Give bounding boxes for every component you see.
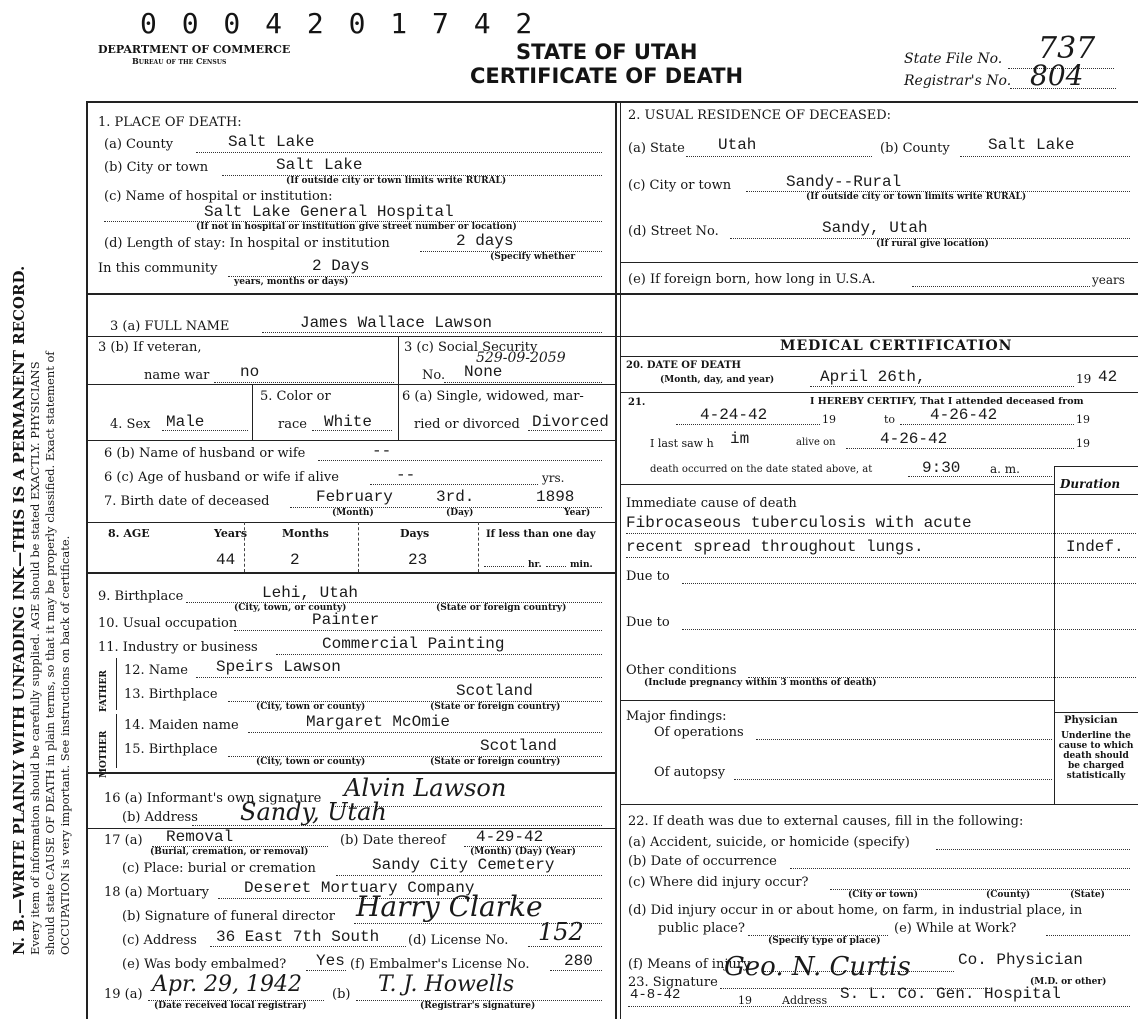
from-year-prefix: 19 [822,413,836,426]
md-note: (M.D. or other) [1030,977,1107,987]
place-title: 1. PLACE OF DEATH: [98,115,242,130]
residence-county-value: Salt Lake [988,136,1075,154]
marital-label: 6 (a) Single, widowed, mar- [402,389,584,404]
residence-city-label: (c) City or town [628,178,732,193]
margin-instruction-1: N. B.—WRITE PLAINLY WITH UNFADING INK—THIS IS A PERMANENT RECORD. [10,265,28,955]
mother-side-label: MOTHER [99,730,109,778]
min-label: min. [570,560,593,570]
burial-place-value: Sandy City Cemetery [372,856,555,874]
physician-role: Co. Physician [958,951,1083,969]
serial-number: 0 0 0 4 2 0 1 7 4 2 [140,7,537,40]
informant-sig-label: 16 (a) Informant's own signature [104,791,322,806]
spouse-age-value: -- [396,466,416,484]
mortuary-address-value: 36 East 7th South [216,928,380,946]
residence-foreign-label: (e) If foreign born, how long in U.S.A. [628,272,876,287]
certificate-title: CERTIFICATE OF DEATH [470,64,744,88]
place-county-value: Salt Lake [228,133,315,151]
place-stay-value: 2 days [456,232,514,250]
bureau: Bureau of the Census [132,56,227,66]
name-label: 3 (a) FULL NAME [110,319,230,334]
residence-street-label: (d) Street No. [628,224,719,239]
work-label: (e) While at Work? [894,921,1017,936]
disposition-label: 17 (a) [104,833,143,848]
burial-place-label: (c) Place: burial or cremation [122,861,316,876]
mother-city-note: (City, town or county) [256,757,366,767]
name-value: James Wallace Lawson [300,314,493,332]
place-city-label: (b) City or town [104,160,209,175]
autopsy-label: Of autopsy [654,765,726,780]
death-year-prefix: 19 [1076,372,1092,386]
father-side-label: FATHER [99,670,109,712]
marital-value: Divorced [532,413,609,431]
disposition-note: (Burial, cremation, or removal) [150,847,309,857]
public-label: public place? [658,921,745,936]
alive-label: alive on [796,437,836,448]
signature-label: 23. Signature [628,975,718,990]
birth-year: 1898 [536,488,575,506]
place-county-label: (a) County [104,137,174,152]
residence-foreign-suffix: years [1092,273,1125,287]
place-hospital-note: (If not in hospital or institution give street number or location) [196,222,517,232]
last-saw-label: I last saw h [650,437,714,450]
birth-label: 7. Birth date of deceased [104,494,270,509]
alive-year-prefix: 19 [1076,437,1090,450]
disp-date-label: (b) Date thereof [340,833,446,848]
birthplace-note-1: (City, town, or county) [234,603,347,613]
state-file-label: State File No. [904,51,1003,67]
received-value: Apr. 29, 1942 [152,972,303,997]
death-date-note: (Month, day, and year) [660,375,775,385]
marital-label-2: ried or divorced [414,417,520,432]
place-hospital-value: Salt Lake General Hospital [204,203,454,221]
father-name-label: 12. Name [124,663,188,678]
father-name-value: Speirs Lawson [216,658,341,676]
medical-title: MEDICAL CERTIFICATION [780,338,1013,354]
immediate-label: Immediate cause of death [626,496,797,511]
mother-birthplace-label: 15. Birthplace [124,742,218,757]
mortuary-value: Deseret Mortuary Company [244,879,475,897]
license-value: 152 [538,918,584,946]
residence-state-label: (a) State [628,141,685,156]
registrar-sig-value: T. J. Howells [378,972,515,997]
major-findings-label: Major findings: [626,709,727,724]
mortuary-address-label: (c) Address [122,933,197,948]
sex-label: 4. Sex [110,417,151,432]
accident-label: (a) Accident, suicide, or homicide (specify) [628,835,910,850]
attended-to: 4-26-42 [930,406,998,424]
months-value: 2 [290,551,300,569]
place-community-value: 2 Days [312,257,370,275]
means-label: (f) Means of injury [628,957,751,972]
occurred-label: death occurred on the date stated above, at [650,464,873,475]
place-stay-label: (d) Length of stay: In hospital or institution [104,236,390,251]
where-note-1: (City or town) [848,890,918,900]
spouse-age-suffix: yrs. [542,471,565,485]
father-birthplace-label: 13. Birthplace [124,687,218,702]
certify-num: 21. [628,397,646,408]
time-unit: a. m. [990,462,1020,476]
place-hospital-label: (c) Name of hospital or institution: [104,189,333,204]
public-note: (Specify type of place) [768,936,881,946]
other-note: (Include pregnancy within 3 months of death) [644,678,877,688]
mother-name-label: 14. Maiden name [124,718,239,733]
sex-value: Male [166,413,205,431]
spouse-label: 6 (b) Name of husband or wife [104,446,306,461]
where-note-2: (County) [986,890,1031,900]
industry-value: Commercial Painting [322,635,505,653]
embalmed-value: Yes [316,952,345,970]
alive-value: 4-26-42 [880,430,948,448]
ss-label: 3 (c) Social Security [404,340,538,355]
mother-state-note: (State or foreign country) [430,757,561,767]
mother-birthplace-value: Scotland [480,737,557,755]
mortuary-label: 18 (a) Mortuary [104,885,209,900]
birth-day: 3rd. [436,488,475,506]
margin-instruction-2: Every item of information should be carefully supplied. AGE should be stated EXACTLY. PHYSICIANS [28,361,42,955]
race-label: race [278,417,307,432]
residence-street-note: (If rural give location) [876,239,989,249]
death-year-value: 42 [1098,368,1118,386]
birth-day-note: (Day) [446,508,474,518]
received-note: (Date received local registrar) [154,1001,307,1011]
department: DEPARTMENT OF COMMERCE [98,43,291,56]
birthplace-label: 9. Birthplace [98,589,184,604]
received-label: 19 (a) [104,987,143,1002]
cause-line-2: recent spread throughout lungs. [626,538,924,556]
place-community-note: years, months or days) [234,277,349,287]
birth-year-note: Year) [564,508,591,518]
hr-label: hr. [528,560,542,570]
disp-date-note: (Month) (Day) (Year) [470,847,576,857]
director-value: Harry Clarke [356,890,543,923]
director-label: (b) Signature of funeral director [122,909,335,924]
industry-label: 11. Industry or business [98,640,258,655]
duration-value: Indef. [1066,538,1124,556]
ss-value: None [464,363,503,381]
months-label: Months [282,527,329,540]
informant-address-label: (b) Address [122,810,198,825]
cause-line-1: Fibrocaseous tuberculosis with acute [626,514,972,532]
margin-instruction-4: OCCUPATION is very important. See instructions on back of certificate. [58,535,72,955]
father-birthplace-value: Scotland [456,682,533,700]
where-label: (c) Where did injury occur? [628,875,809,890]
war-label: name war [144,368,210,383]
operations-label: Of operations [654,725,744,740]
spouse-age-label: 6 (c) Age of husband or wife if alive [104,470,339,485]
informant-address-value: Sandy, Utah [240,798,387,826]
certify-label: I HEREBY CERTIFY, That I attended deceased from [810,396,1084,407]
mother-name-value: Margaret McOmie [306,713,451,731]
birth-month-note: (Month) [332,508,374,518]
veteran-label: 3 (b) If veteran, [98,340,202,355]
external-label: 22. If death was due to external causes, fill in the following: [628,814,1024,829]
lessday-label: If less than one day [486,529,596,540]
death-date-label: 20. DATE OF DEATH [626,360,741,371]
due-to-label-1: Due to [626,569,670,584]
residence-county-label: (b) County [880,141,950,156]
duration-label: Duration [1060,477,1121,491]
days-label: Days [400,527,430,540]
birth-month: February [316,488,393,506]
birthplace-value: Lehi, Utah [262,584,359,602]
where-note-3: (State) [1070,890,1105,900]
occurrence-label: (b) Date of occurrence [628,854,777,869]
other-label: Other conditions [626,663,737,678]
registrar-label: Registrar's No. [904,73,1012,89]
age-label: 8. AGE [108,527,150,540]
place-city-note: (If outside city or town limits write RURAL) [286,176,507,186]
registrar-value: 804 [1030,59,1084,92]
birthplace-note-2: (State or foreign country) [436,603,567,613]
residence-city-note: (If outside city or town limits write RURAL) [806,192,1027,202]
last-saw-value: im [730,430,750,448]
death-date-value: April 26th, [820,368,926,386]
occupation-label: 10. Usual occupation [98,616,238,631]
emb-license-label: (f) Embalmer's License No. [350,957,530,972]
signature-date: 4-8-42 [630,987,681,1003]
signature-address-label: Address [782,994,828,1007]
registrar-sig-note: (Registrar's signature) [420,1001,536,1011]
informant-sig-value: Alvin Lawson [344,774,507,802]
emb-license-value: 280 [564,952,593,970]
residence-street-value: Sandy, Utah [822,219,928,237]
occupation-value: Painter [312,611,380,629]
spouse-value: -- [372,442,392,460]
home-label: (d) Did injury occur in or about home, on farm, in industrial place, in [628,903,1083,918]
state-title: STATE OF UTAH [516,40,698,64]
signature-address-value: S. L. Co. Gen. Hospital [840,985,1061,1003]
embalmed-label: (e) Was body embalmed? [122,957,287,972]
ss-no-label: No. [422,368,446,383]
father-state-note: (State or foreign country) [430,702,561,712]
license-label: (d) License No. [408,933,509,948]
physician-box-note: Underline the cause to which death should be charged statistically [1058,731,1134,781]
war-value: no [240,363,260,381]
signature-year: 19 [738,994,752,1007]
ss-handwritten: 529-09-2059 [476,350,566,366]
to-label: to [884,413,896,426]
place-city-value: Salt Lake [276,156,363,174]
residence-city-value: Sandy--Rural [786,173,902,191]
physician-signature: Geo. N. Curtis [724,952,911,982]
disp-date-value: 4-29-42 [476,828,544,846]
place-community-label: In this community [98,261,218,276]
years-label: Years [214,527,248,540]
color-label: 5. Color or [260,389,331,404]
residence-state-value: Utah [718,136,757,154]
days-value: 23 [408,551,428,569]
margin-instruction-3: should state CAUSE OF DEATH in plain terms, so that it may be properly classified. Exact statement of [43,351,57,955]
attended-from: 4-24-42 [700,406,768,424]
registrar-sig-label: (b) [332,987,351,1002]
race-value: White [324,413,373,431]
father-city-note: (City, town or county) [256,702,366,712]
to-year-prefix: 19 [1076,413,1090,426]
years-value: 44 [216,551,236,569]
due-to-label-2: Due to [626,615,670,630]
disposition-value: Removal [166,828,234,846]
state-file-value: 737 [1038,31,1096,66]
place-specify-note: (Specify whether [490,252,576,262]
time-value: 9:30 [922,459,961,477]
residence-title: 2. USUAL RESIDENCE OF DECEASED: [628,108,892,123]
physician-box-title: Physician [1064,715,1118,726]
